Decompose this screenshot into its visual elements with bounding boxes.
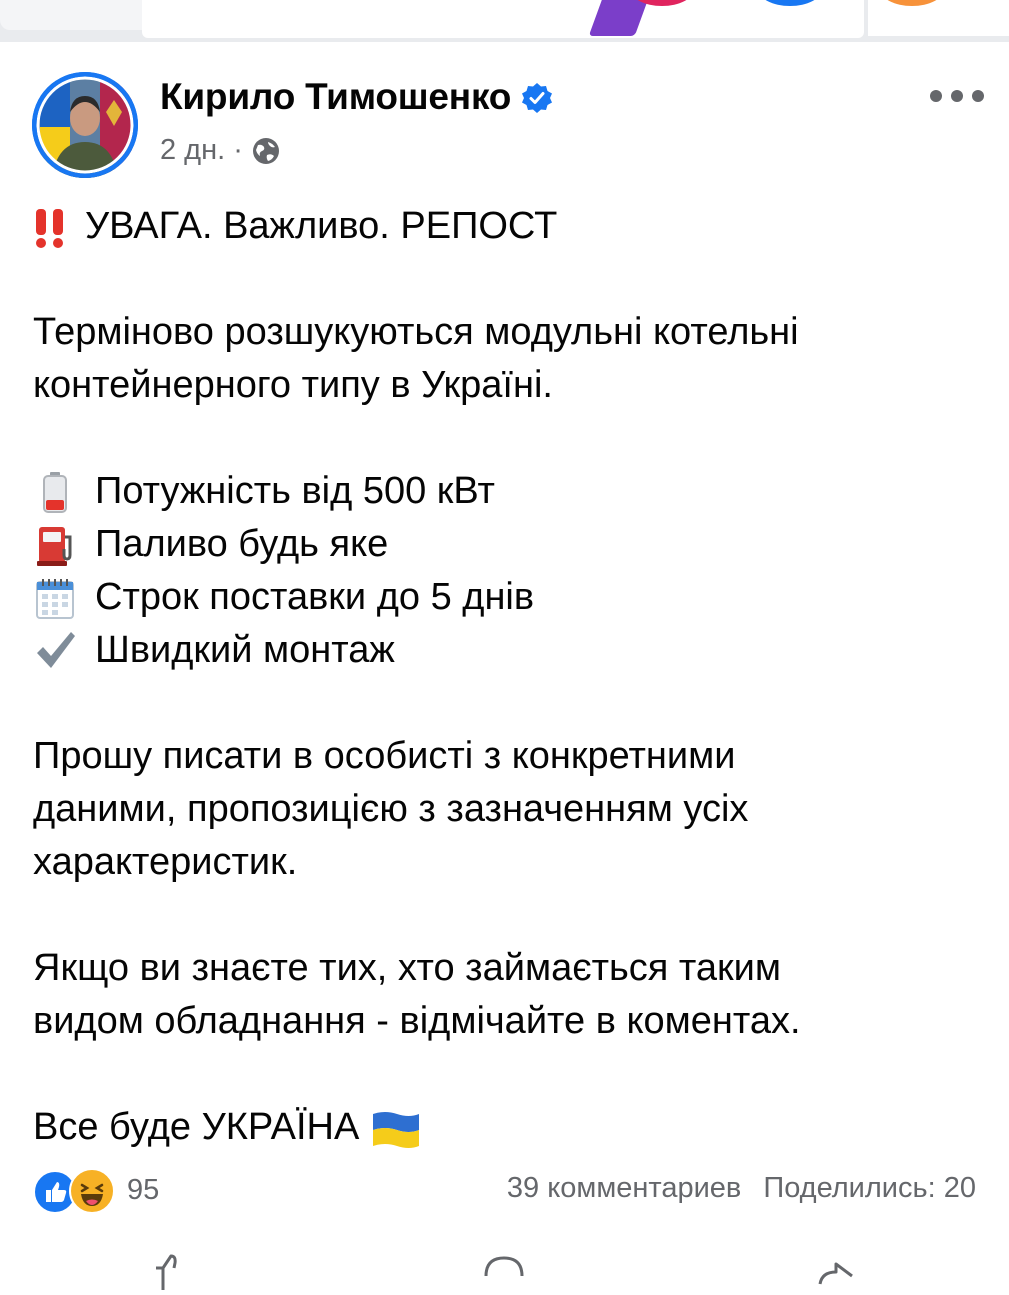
post-time[interactable]: 2 дн. [160,134,226,166]
ukraine-flag-icon [371,1106,421,1150]
warning-text: УВАГА. Важливо. РЕПОСТ [85,205,558,247]
text-line [33,836,983,889]
more-options-icon[interactable] [930,86,984,106]
bullet-line [33,518,983,571]
verified-badge-icon [521,81,553,113]
engagement-counts [507,1172,976,1205]
bullet-text: Швидкий монтаж [95,629,395,671]
text-line [33,730,983,783]
comments-count[interactable]: 39 комментариев [506,1172,742,1204]
paragraph-text: характеристик. [33,841,298,883]
previous-content-strip [0,0,1009,42]
paragraph-text: Терміново розшукуються модульні котельні [33,311,799,353]
text-line [33,306,983,359]
more-dot [972,90,984,102]
reaction-icons [33,1168,119,1212]
check-mark-icon [33,629,77,673]
author-name[interactable] [160,76,553,118]
like-outline-icon [146,1250,194,1290]
spacer [33,889,983,942]
share-button[interactable] [814,1250,862,1290]
reactions-count[interactable]: 95 [127,1173,160,1206]
bullet-line [33,624,983,677]
more-dot [951,90,963,102]
reactions-summary[interactable] [33,1168,159,1212]
bullet-text: Потужність від 500 кВт [95,470,495,512]
double-exclamation-icon [33,205,67,249]
bullet-text: Паливо будь яке [95,523,389,565]
spacer [33,677,983,730]
low-battery-icon [33,470,77,514]
calendar-icon [33,576,77,620]
text-line [33,359,983,412]
paragraph-text: Прошу писати в особисті з конкретними [33,735,736,777]
text-line [33,995,983,1048]
paragraph-text: видом обладнання - відмічайте в коментах. [33,1000,801,1042]
globe-icon [251,136,281,166]
comment-outline-icon [480,1250,528,1290]
share-outline-icon [814,1250,862,1290]
paragraph-text: контейнерного типу в Україні. [33,364,553,406]
post-text [33,200,983,1154]
bullet-line [33,465,983,518]
paragraph-text: Якщо ви знаєте тих, хто займається таким [33,947,782,989]
text-line [33,200,983,253]
fuel-pump-icon [33,523,77,567]
comment-button[interactable] [480,1250,528,1290]
previous-card-right [868,0,1009,36]
bullet-text: Строк поставки до 5 днів [95,576,535,618]
more-dot [930,90,942,102]
text-line [33,783,983,836]
paragraph-text: даними, пропозицією з зазначенням усіх [33,788,749,830]
action-bar [0,1240,1009,1280]
haha-icon [69,1168,115,1214]
spacer [33,412,983,465]
previous-card-middle [142,0,864,38]
meta-separator: · [233,134,243,166]
text-line [33,1101,983,1154]
spacer [33,253,983,306]
spacer [33,1048,983,1101]
shares-count[interactable]: Поделились: 20 [763,1172,976,1204]
author-avatar[interactable] [32,72,138,178]
post-meta [160,134,281,167]
closing-text: Все буде УКРАЇНА [33,1106,360,1148]
like-button[interactable] [146,1250,194,1290]
author-name-text[interactable]: Кирило Тимошенко [160,76,512,117]
text-line [33,942,983,995]
bullet-line [33,571,983,624]
